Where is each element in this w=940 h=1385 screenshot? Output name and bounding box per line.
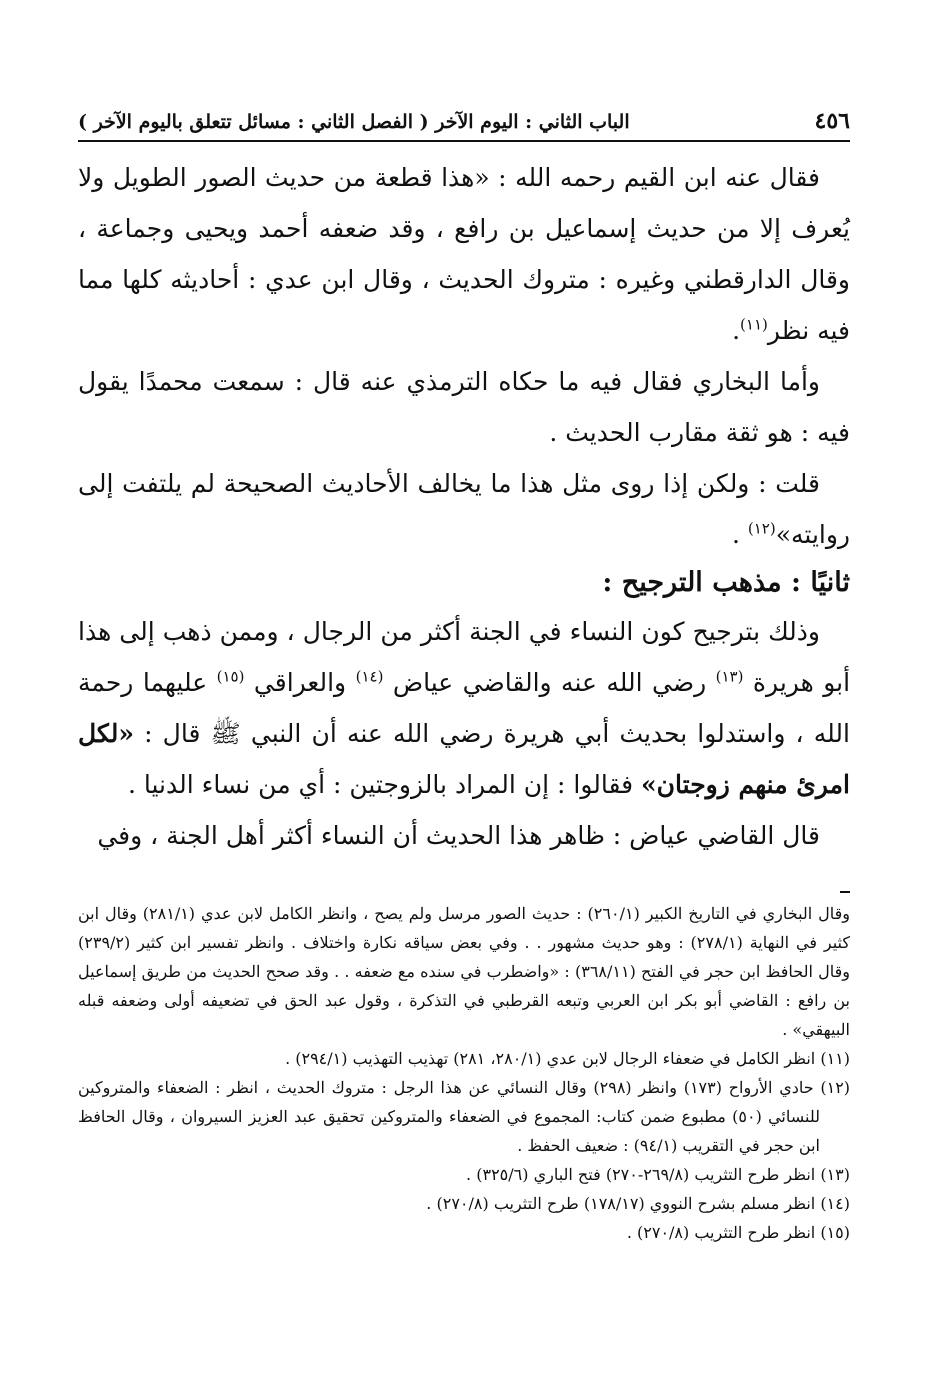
paragraph-text: فقالوا : إن المراد بالزوجتين : أي من نساء الدنيا . [127, 770, 634, 799]
footnote-separator [840, 891, 850, 893]
paragraph-bukhari: وأما البخاري فقال فيه ما حكاه الترمذي عنه قال : سمعت محمدًا يقول فيه : هو ثقة مقارب الحديث . [78, 367, 850, 447]
page-number: ٤٥٦ [814, 108, 850, 134]
paragraph-text: رضي الله عنه والقاضي عياض [392, 668, 707, 697]
footnote-ref-14[interactable]: (١٤) [355, 667, 384, 686]
paragraph-comment [78, 458, 850, 560]
page-header [78, 108, 850, 142]
paragraph-text: فقال عنه ابن القيم رحمه الله : «هذا قطعة من حديث الصور الطويل ولا يُعرف إلا من حديث إسماعيل بن رافع ، وقد ضعفه أحمد ويحيى وجماعة ، وقال الدارقطني وغيره : متروك الحديث ، وقال ابن عدي : أحاديثه كلها مما فيه نظر [78, 163, 850, 345]
footnote-15: (١٥) انظر طرح التثريب (٢٧٠/٨) . [626, 1223, 850, 1242]
footnote-14: (١٤) انظر مسلم بشرح النووي (١٧٨/١٧) طرح التثريب (٢٧٠/٨) . [426, 1194, 850, 1213]
book-page [78, 108, 850, 1247]
section-heading: ثانيًا : مذهب الترجيح : [602, 567, 850, 598]
footnote-ref-13[interactable]: (١٣) [715, 667, 744, 686]
period: . [732, 316, 741, 345]
footnote-ref-12[interactable]: (١٢) [747, 519, 776, 538]
hadith-quote: «لكل امرئ منهم زوجتان» [78, 719, 850, 799]
paragraph-qadi-iyad: قال القاضي عياض : ظاهر هذا الحديث أن النساء أكثر أهل الجنة ، وفي [97, 821, 820, 850]
paragraph-text: والعراقي [253, 668, 347, 697]
footnote-ref-11[interactable]: (١١) [740, 315, 768, 334]
footnote-continuation: وقال البخاري في التاريخ الكبير (٢٦٠/١) : حديث الصور مرسل ولم يصح ، وانظر الكامل لابن عدي (٢٨١/١) وقال ابن كثير في النهاية (٢٧٨/١) : وهو حديث مشهور . . وفي بعض سياقه نكارة واختلاف . وانظر تفسير ابن كثير (٢٣٩/٢) وقال الحافظ ابن حجر في الفتح (٣٦٨/١١) : «واضطرب في سنده مع ضعفه . . وقد صحح الحديث من طريق إسماعيل بن رافع : القاضي أبو بكر ابن العربي وتبعه القرطبي في التذكرة ، وقول عبد الحق في تضعيفه أولى وضعفه قبله البيهقي» . [78, 904, 851, 1039]
paragraph-ibn-qayyim [78, 152, 850, 356]
paragraph-tarjih [78, 606, 850, 810]
footnote-11: (١١) انظر الكامل في ضعفاء الرجال لابن عدي (٢٨٠/١، ٢٨١) تهذيب التهذيب (٢٩٤/١) . [285, 1049, 850, 1068]
paragraph-text: قلت : ولكن إذا روى مثل هذا ما يخالف الأحاديث الصحيحة لم يلتفت إلى روايته» [78, 469, 850, 549]
main-text [78, 152, 850, 861]
footnote-13: (١٣) انظر طرح التثريب (٢٦٩/٨-٢٧٠) فتح الباري (٣٢٥/٦) . [466, 1165, 850, 1184]
paragraph-text: عليهما رحمة الله ، واستدلوا بحديث أبي هريرة رضي الله عنه أن النبي ﷺ قال : [78, 668, 850, 748]
running-title: الباب الثاني : اليوم الآخر ( الفصل الثاني : مسائل تتعلق باليوم الآخر ) [78, 111, 630, 133]
footnote-12: (١٢) حادي الأرواح (١٧٣) وانظر (٢٩٨) وقال النسائي عن هذا الرجل : متروك الحديث ، انظر : الضعفاء والمتروكين للنسائي (٥٠) مطبوع ضمن كتاب: المجموع في الضعفاء والمتروكين تحقيق عبد العزيز السيروان ، وقال الحافظ ابن حجر في التقريب (٩٤/١) : ضعيف الحفظ . [78, 1078, 851, 1155]
period: . [731, 520, 740, 549]
footnotes [78, 899, 850, 1247]
paragraph-text: وذلك بترجيح كون النساء في الجنة أكثر من الرجال ، وممن ذهب إلى هذا أبو هريرة [78, 617, 851, 697]
footnote-ref-15[interactable]: (١٥) [216, 667, 245, 686]
